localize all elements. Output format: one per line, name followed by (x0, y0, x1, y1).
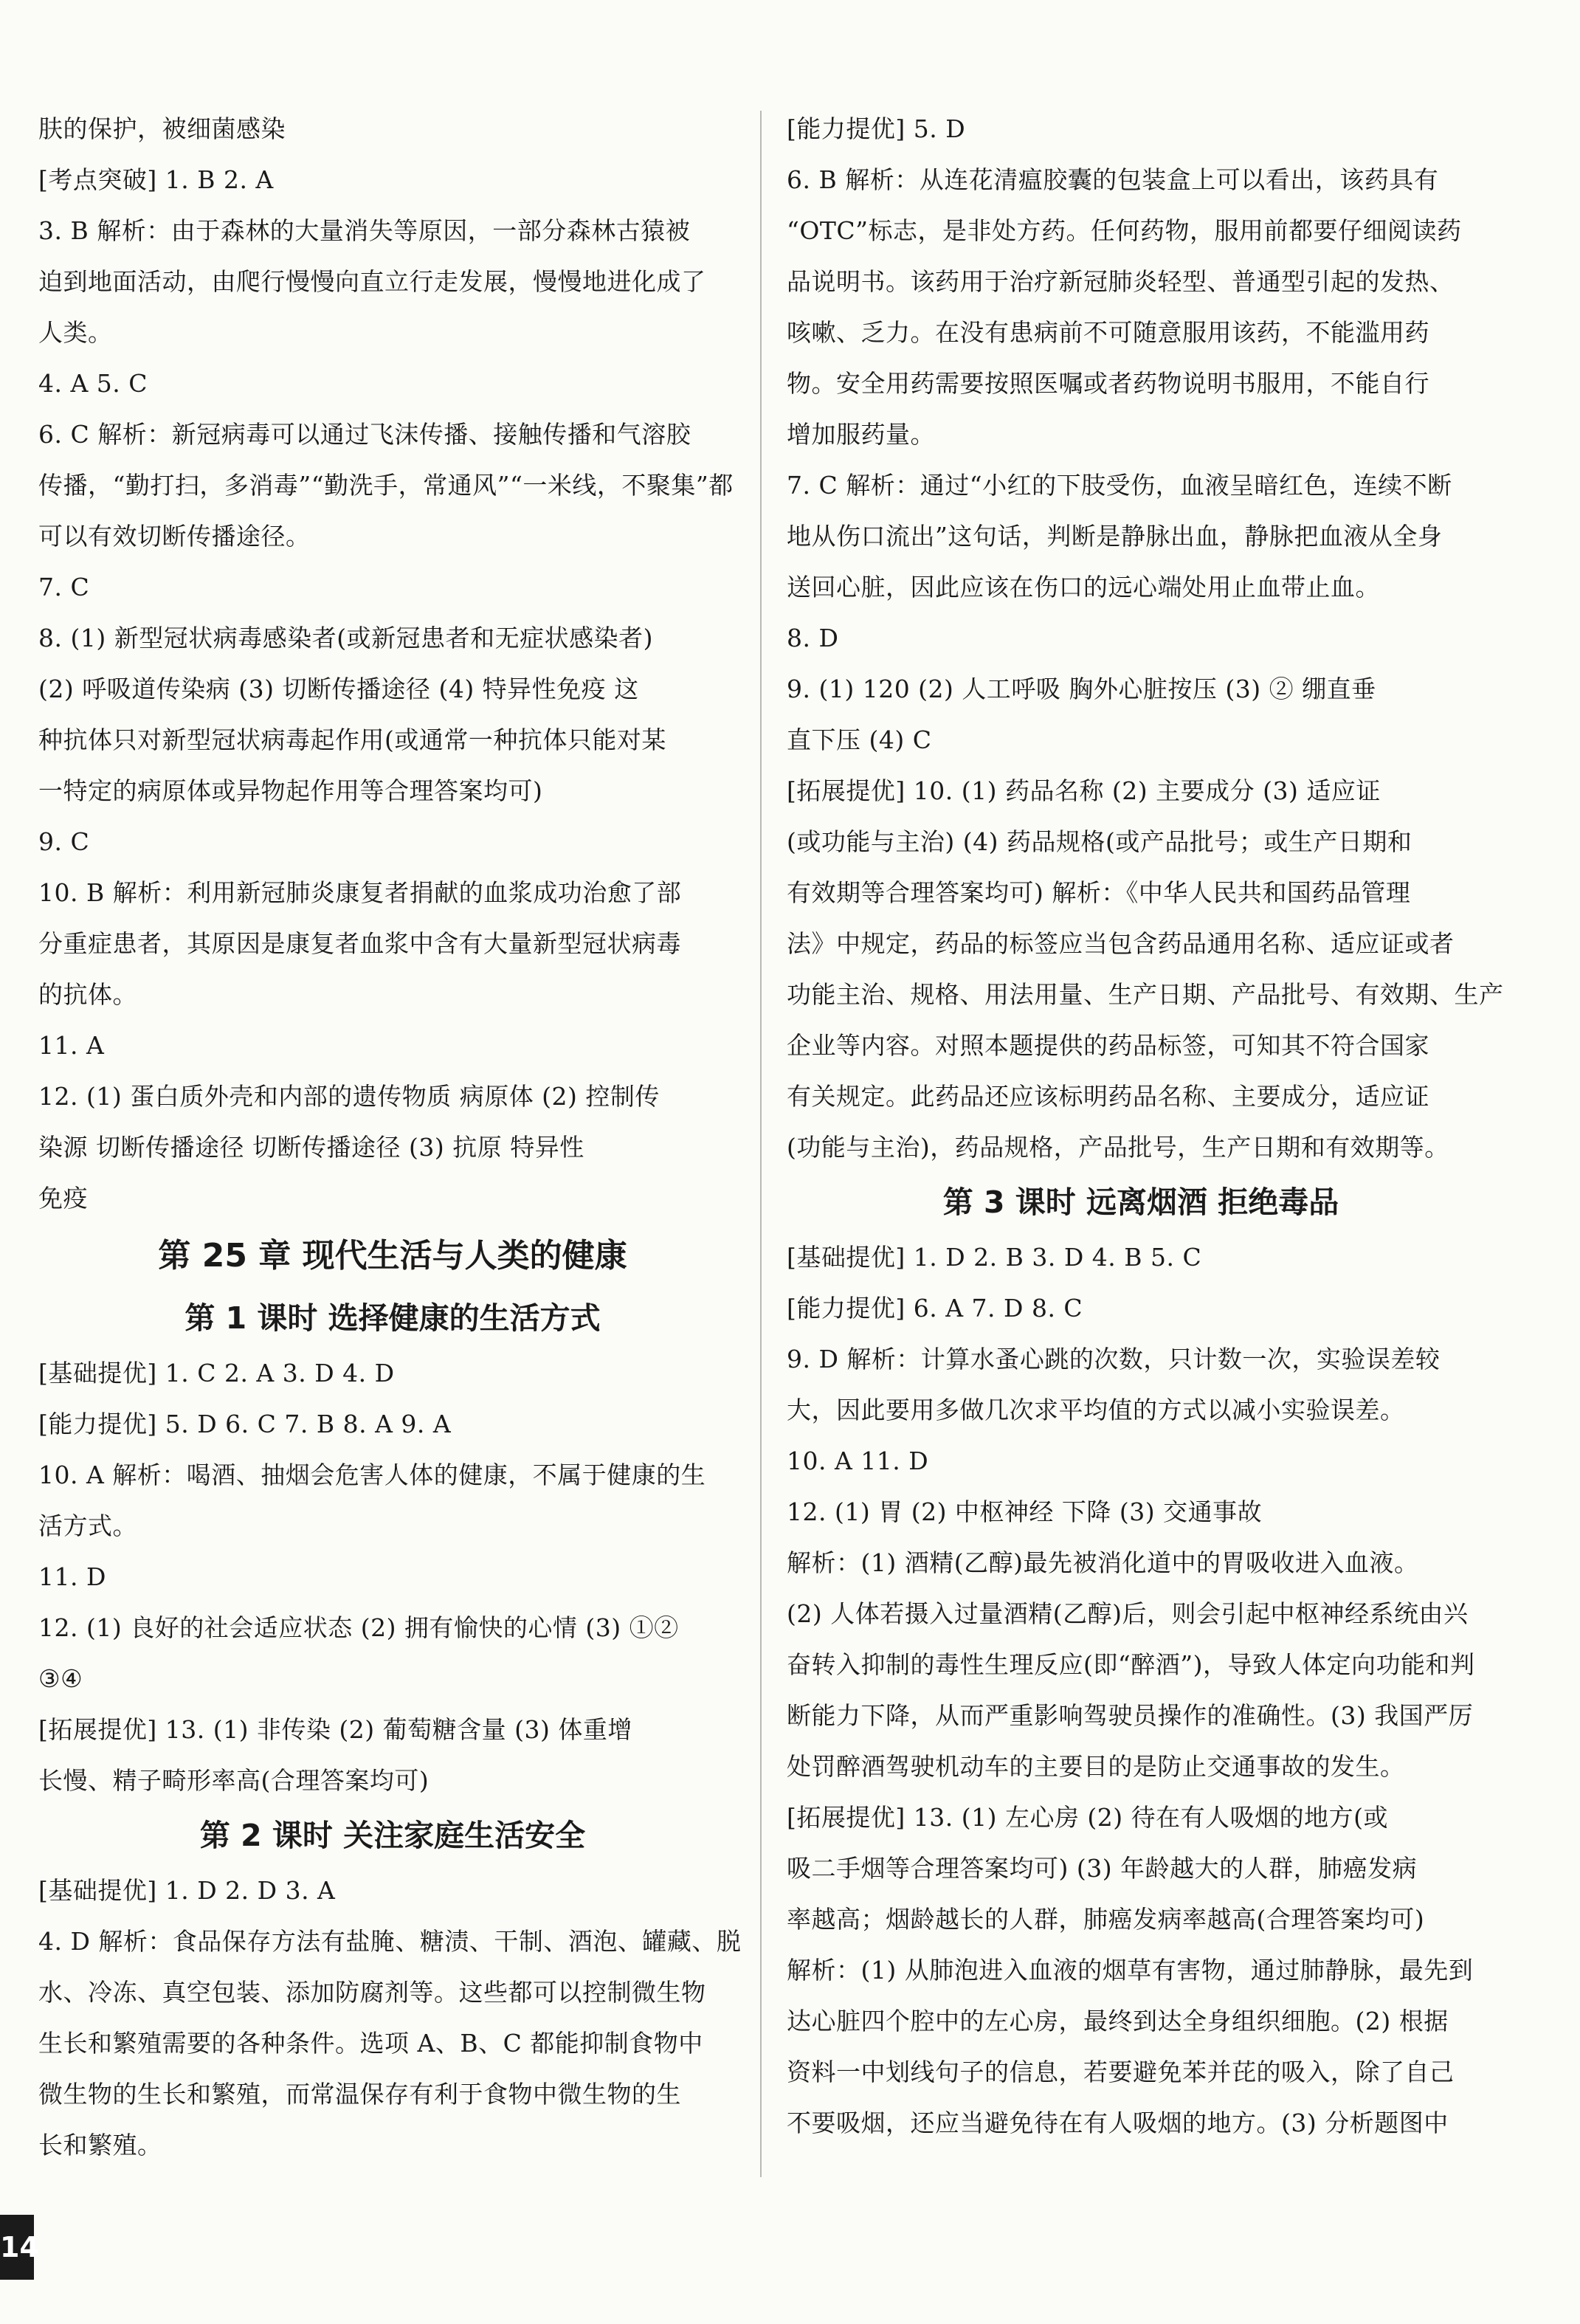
answer-line: [考点突破] 1. B 2. A (38, 165, 274, 194)
lesson-heading: 第 2 课时 关注家庭生活安全 (199, 1818, 586, 1853)
answer-line: 可以有效切断传播途径。 (38, 522, 311, 551)
answer-line: 品说明书。该药用于治疗新冠肺炎轻型、普通型引起的发热、 (787, 267, 1455, 296)
answer-line: (功能与主治)，药品规格，产品批号，生产日期和有效期等。 (787, 1133, 1449, 1162)
answer-line: [拓展提优] 13. (1) 左心房 (2) 待在有人吸烟的地方(或 (787, 1803, 1389, 1832)
answer-line: 7. C 解析：通过“小红的下肢受伤，血液呈暗红色，连续不断 (787, 471, 1452, 500)
answer-line: 率越高；烟龄越长的人群，肺癌发病率越高(合理答案均可) (787, 1905, 1425, 1934)
answer-line: 功能主治、规格、用法用量、生产日期、产品批号、有效期、生产 (787, 980, 1504, 1009)
answer-line: 免疫 (38, 1184, 88, 1213)
answer-line: [拓展提优] 13. (1) 非传染 (2) 葡萄糖含量 (3) 体重增 (38, 1715, 632, 1744)
answer-line: 达心脏四个腔中的左心房，最终到达全身组织细胞。(2) 根据 (787, 2007, 1449, 2035)
answer-line: 10. A 11. D (787, 1447, 929, 1475)
answer-line: [基础提优] 1. D 2. D 3. A (38, 1876, 336, 1905)
answer-line: 11. A (38, 1031, 105, 1060)
answer-line: 生长和繁殖需要的各种条件。选项 A、B、C 都能抑制食物中 (38, 2029, 703, 2058)
answer-line: 法》中规定，药品的标签应当包含药品通用名称、适应证或者 (787, 929, 1455, 958)
answer-line: 长慢、精子畸形率高(合理答案均可) (38, 1766, 430, 1795)
answer-line: ③④ (38, 1664, 83, 1693)
answer-line: 的抗体。 (38, 980, 137, 1009)
answer-line: 4. D 解析：食品保存方法有盐腌、糖渍、干制、酒泡、罐藏、脱 (38, 1927, 742, 1956)
answer-line: 大，因此要用多做几次求平均值的方式以减小实验误差。 (787, 1396, 1405, 1424)
answer-line: 12. (1) 蛋白质外壳和内部的遗传物质 病原体 (2) 控制传 (38, 1082, 660, 1111)
answer-line: 一特定的病原体或异物起作用等合理答案均可) (38, 776, 543, 805)
answer-line: 送回心脏，因此应该在伤口的远心端处用止血带止血。 (787, 573, 1380, 601)
answer-line: 6. C 解析：新冠病毒可以通过飞沫传播、接触传播和气溶胶 (38, 420, 691, 449)
answer-line: 9. C (38, 827, 90, 856)
answer-line: [拓展提优] 10. (1) 药品名称 (2) 主要成分 (3) 适应证 (787, 776, 1381, 805)
answer-line: 不要吸烟，还应当避免待在有人吸烟的地方。(3) 分析题图中 (787, 2109, 1449, 2137)
answer-line: 水、冷冻、真空包装、添加防腐剂等。这些都可以控制微生物 (38, 1978, 706, 2007)
answer-line: 8. (1) 新型冠状病毒感染者(或新冠患者和无症状感染者) (38, 624, 653, 652)
answer-line: 8. D (787, 624, 839, 652)
answer-line: 人类。 (38, 318, 113, 347)
answer-line: 7. C (38, 573, 90, 601)
answer-line: 11. D (38, 1562, 106, 1591)
answer-line: 微生物的生长和繁殖，而常温保存有利于食物中微生物的生 (38, 2080, 681, 2109)
answer-line: 地从伤口流出”这句话，判断是静脉出血，静脉把血液从全身 (787, 522, 1443, 551)
answer-line: 传播，“勤打扫，多消毒”“勤洗手，常通风”“一米线，不聚集”都 (38, 471, 734, 500)
lesson-heading: 第 3 课时 远离烟酒 拒绝毒品 (942, 1185, 1339, 1220)
answer-line: 吸二手烟等合理答案均可) (3) 年龄越大的人群，肺癌发病 (787, 1854, 1418, 1883)
answer-line: [基础提优] 1. D 2. B 3. D 4. B 5. C (787, 1243, 1202, 1272)
answer-line: (2) 人体若摄入过量酒精(乙醇)后，则会引起中枢神经系统由兴 (787, 1599, 1469, 1628)
answer-line: 12. (1) 胃 (2) 中枢神经 下降 (3) 交通事故 (787, 1497, 1263, 1526)
answer-line: 有效期等合理答案均可) 解析：《中华人民共和国药品管理 (787, 878, 1411, 907)
column-divider (760, 111, 762, 2177)
answer-line: 企业等内容。对照本题提供的药品标签，可知其不符合国家 (787, 1031, 1429, 1060)
answer-line: “OTC”标志，是非处方药。任何药物，服用前都要仔细阅读药 (787, 216, 1462, 245)
answer-line: 处罚醉酒驾驶机动车的主要目的是防止交通事故的发生。 (787, 1752, 1405, 1781)
answer-line: 9. (1) 120 (2) 人工呼吸 胸外心脏按压 (3) ② 绷直垂 (787, 675, 1376, 703)
answer-line: 长和繁殖。 (38, 2131, 162, 2159)
answer-line: 有关规定。此药品还应该标明药品名称、主要成分，适应证 (787, 1082, 1429, 1111)
chapter-heading: 第 25 章 现代生活与人类的健康 (158, 1237, 627, 1275)
answer-line: 分重症患者，其原因是康复者血浆中含有大量新型冠状病毒 (38, 929, 681, 958)
answer-line: [能力提优] 6. A 7. D 8. C (787, 1294, 1083, 1323)
answer-line: 解析：(1) 酒精(乙醇)最先被消化道中的胃吸收进入血液。 (787, 1548, 1419, 1577)
answer-line: [能力提优] 5. D 6. C 7. B 8. A 9. A (38, 1410, 452, 1438)
answer-line: (2) 呼吸道传染病 (3) 切断传播途径 (4) 特异性免疫 这 (38, 675, 639, 703)
answer-line: 解析：(1) 从肺泡进入血液的烟草有害物，通过肺静脉，最先到 (787, 1956, 1474, 1985)
answer-line: 4. A 5. C (38, 369, 148, 398)
answer-line: 资料一中划线句子的信息，若要避免苯并芘的吸入，除了自己 (787, 2058, 1455, 2086)
answer-line: 染源 切断传播途径 切断传播途径 (3) 抗原 特异性 (38, 1133, 584, 1162)
answer-line: 直下压 (4) C (787, 725, 932, 754)
page-number: 14 (0, 2215, 34, 2280)
answer-line: 活方式。 (38, 1511, 137, 1540)
left-column (38, 103, 747, 2170)
answer-line: 断能力下降，从而严重影响驾驶员操作的准确性。(3) 我国严厉 (787, 1701, 1474, 1730)
lesson-heading: 第 1 课时 选择健康的生活方式 (184, 1300, 601, 1336)
answer-line: 10. B 解析：利用新冠肺炎康复者捐献的血浆成功治愈了部 (38, 878, 682, 907)
answer-line: 增加服药量。 (787, 420, 935, 449)
answer-line: 3. B 解析：由于森林的大量消失等原因，一部分森林古猿被 (38, 216, 691, 245)
answer-line: 10. A 解析：喝酒、抽烟会危害人体的健康，不属于健康的生 (38, 1461, 706, 1489)
answer-line: 6. B 解析：从连花清瘟胶囊的包装盒上可以看出，该药具有 (787, 165, 1439, 194)
right-column (787, 103, 1504, 2148)
answer-line: 12. (1) 良好的社会适应状态 (2) 拥有愉快的心情 (3) ①② (38, 1613, 679, 1642)
answer-line: [能力提优] 5. D (787, 114, 966, 143)
answer-line: 奋转入抑制的毒性生理反应(即“醉酒”)，导致人体定向功能和判 (787, 1650, 1475, 1679)
answer-line: (或功能与主治) (4) 药品规格(或产品批号；或生产日期和 (787, 827, 1412, 856)
answer-line: 9. D 解析：计算水蚤心跳的次数，只计数一次，实验误差较 (787, 1345, 1441, 1373)
answer-line: 咳嗽、乏力。在没有患病前不可随意服用该药，不能滥用药 (787, 318, 1429, 347)
answer-line: 种抗体只对新型冠状病毒起作用(或通常一种抗体只能对某 (38, 725, 666, 754)
answer-line: 迫到地面活动，由爬行慢慢向直立行走发展，慢慢地进化成了 (38, 267, 706, 296)
answer-line: 肤的保护，被细菌感染 (38, 114, 286, 143)
answer-line: [基础提优] 1. C 2. A 3. D 4. D (38, 1359, 395, 1387)
answer-line: 物。安全用药需要按照医嘱或者药物说明书服用，不能自行 (787, 369, 1429, 398)
